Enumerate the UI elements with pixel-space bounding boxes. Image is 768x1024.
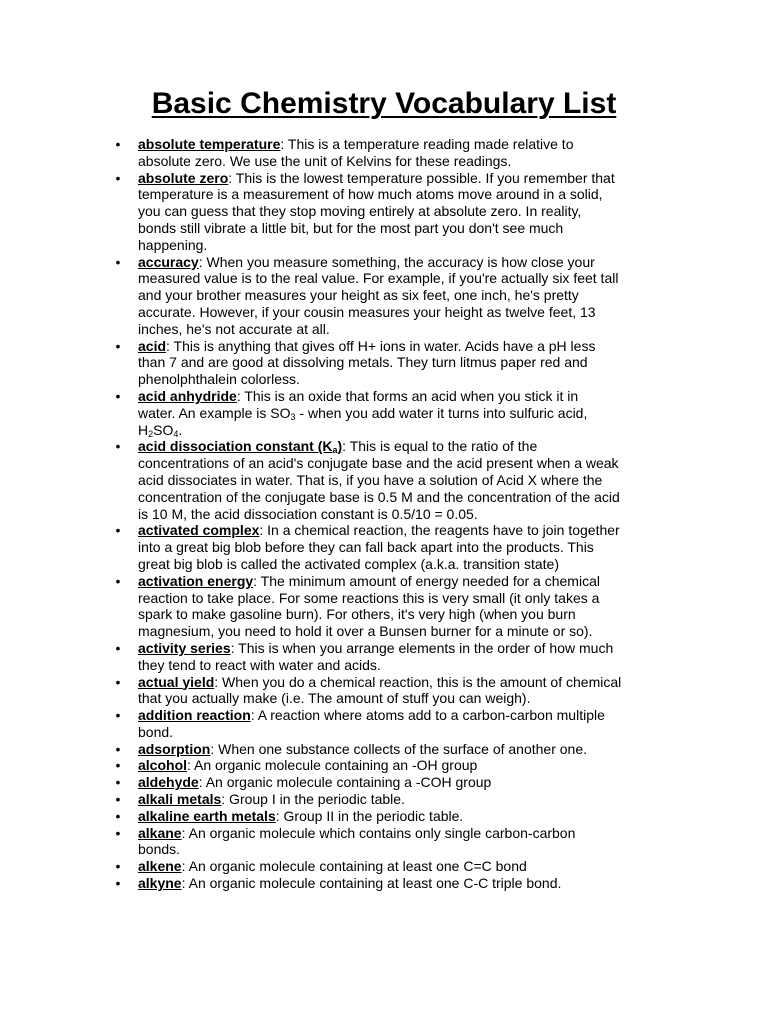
- term: alkyne: [138, 875, 182, 892]
- definition-text: great big blob is called the activated complex (a.k.a. transition state): [138, 555, 559, 572]
- definition-text: : This is equal to the ratio of the: [342, 438, 538, 455]
- bullet-icon: •: [115, 337, 121, 354]
- term: acid: [138, 337, 167, 354]
- bullet-icon: •: [115, 522, 121, 539]
- term: alkene: [138, 858, 182, 875]
- bullet-icon: •: [115, 740, 121, 757]
- definition-text: : When one substance collects of the surface of another one.: [210, 740, 588, 757]
- bullet-icon: •: [115, 136, 121, 152]
- definition-text: : An organic molecule containing an -OH group: [187, 757, 478, 774]
- definition-text: : Group II in the periodic table.: [275, 807, 464, 824]
- definition-text: measured value is to the real value. For example, if you're actually six feet tall: [138, 270, 619, 287]
- list-item-alkaline-earth-metals: [0, 808, 768, 825]
- definition-text: you can guess that they stop moving entirely at absolute zero. In reality,: [138, 203, 582, 220]
- definition-text: reaction to take place. For some reactions this is very small (it only takes a: [138, 589, 600, 606]
- bullet-icon: •: [115, 639, 121, 656]
- bullet-icon: •: [115, 791, 121, 808]
- term: alkali metals: [138, 791, 222, 808]
- definition-text: : An organic molecule containing at least one C=C bond: [181, 858, 527, 875]
- definition-text: is 10 M, the acid dissociation constant is 0.5/10 = 0.05.: [138, 505, 478, 522]
- definition-text: absolute zero. We use the unit of Kelvins for these readings.: [138, 152, 512, 169]
- term: activated complex: [138, 522, 260, 539]
- bullet-icon: •: [115, 807, 121, 824]
- definition-text: : An organic molecule which contains only single carbon-carbon: [181, 824, 576, 841]
- list-item-activity-series: [0, 640, 768, 674]
- definition-text: concentration of the conjugate base is 0.5 M and the concentration of the acid: [138, 488, 620, 505]
- definition-text: : An organic molecule containing at least one C-C triple bond.: [181, 875, 562, 892]
- definition-text: : Group I in the periodic table.: [221, 791, 405, 808]
- term: alkane: [138, 824, 182, 841]
- list-item-alcohol: [0, 757, 768, 774]
- list-item-alkali-metals: [0, 791, 768, 808]
- definition-text: : A reaction where atoms add to a carbon-carbon multiple: [250, 707, 605, 724]
- definition-text: than 7 and are good at dissolving metals. They turn litmus paper red and: [138, 354, 588, 371]
- list-item-accuracy: [0, 254, 768, 338]
- bullet-icon: •: [115, 438, 121, 455]
- list-item-alkyne: [0, 875, 768, 892]
- bullet-icon: •: [115, 169, 121, 186]
- subscript: 2: [148, 428, 154, 439]
- term: adsorption: [138, 740, 211, 757]
- definition-text: bonds still vibrate a little bit, but for the most part you don't see much: [138, 219, 564, 236]
- formula-text: H: [138, 421, 149, 438]
- definition-text: bonds.: [138, 841, 181, 858]
- definition-text: into a great big blob before they can fall back apart into the products. This: [138, 539, 594, 556]
- list-item-alkane: [0, 825, 768, 859]
- term-text: ): [337, 438, 343, 455]
- definition-text: they tend to react with water and acids.: [138, 656, 381, 673]
- definition-text: : In a chemical reaction, the reagents have to join together: [259, 522, 620, 539]
- term: addition reaction: [138, 707, 251, 724]
- definition-text: and your brother measures your height as six feet, one inch, he's pretty: [138, 287, 579, 304]
- definition-text: : This is an oxide that forms an acid when you stick it in: [236, 387, 579, 404]
- formula-text: SO: [153, 421, 174, 438]
- term: absolute zero: [138, 169, 229, 186]
- definition-text: acid dissociates in water. That is, if you have a solution of Acid X where the: [138, 471, 603, 488]
- definition-text: concentrations of an acid's conjugate base and the acid present when a weak: [138, 455, 619, 472]
- bullet-icon: •: [115, 774, 121, 791]
- definition-text: : When you measure something, the accuracy is how close your: [198, 253, 595, 270]
- bullet-icon: •: [115, 572, 121, 589]
- definition-text: : This is the lowest temperature possible. If you remember that: [228, 169, 615, 186]
- list-item-activation-energy: [0, 573, 768, 640]
- list-item-alkene: [0, 858, 768, 875]
- definition-text: - when you add water it turns into sulfuric acid,: [295, 404, 588, 421]
- term: alkaline earth metals: [138, 807, 276, 824]
- term: activity series: [138, 639, 231, 656]
- definition-text: magnesium, you need to hold it over a Bunsen burner for a minute or so).: [138, 623, 593, 640]
- vocabulary-list: [0, 136, 768, 892]
- definition-text: : An organic molecule containing a -COH group: [198, 774, 492, 791]
- list-item-addition-reaction: [0, 707, 768, 741]
- subscript: 4: [173, 428, 179, 439]
- definition-text: temperature is a measurement of how much atoms move around in a solid,: [138, 186, 603, 203]
- definition-text: inches, he's not accurate at all.: [138, 320, 330, 337]
- bullet-icon: •: [115, 757, 121, 774]
- list-item-absolute-zero: [0, 170, 768, 254]
- definition-text: phenolphthalein colorless.: [138, 371, 300, 388]
- definition-text: : This is when you arrange elements in the order of how much: [230, 639, 614, 656]
- bullet-icon: •: [115, 824, 121, 841]
- term-text: acid dissociation constant (K: [138, 438, 333, 455]
- definition-text: : This is a temperature reading made relative to: [280, 136, 574, 152]
- definition-text: : This is anything that gives off H+ ions in water. Acids have a pH less: [166, 337, 596, 354]
- page-title: Basic Chemistry Vocabulary List: [151, 87, 617, 120]
- subscript: 3: [290, 411, 296, 422]
- list-item-adsorption: [0, 741, 768, 758]
- list-item-acid-dissociation-constant: [0, 438, 768, 522]
- list-item-activated-complex: [0, 522, 768, 572]
- term: accuracy: [138, 253, 199, 270]
- definition-text: happening.: [138, 236, 208, 253]
- bullet-icon: •: [115, 673, 121, 690]
- definition-text: water. An example is SO: [138, 404, 291, 421]
- definition-text: : When you do a chemical reaction, this is the amount of chemical: [214, 673, 622, 690]
- list-item-aldehyde: [0, 774, 768, 791]
- bullet-icon: •: [115, 387, 121, 404]
- term: alcohol: [138, 757, 188, 774]
- definition-text: spark to make gasoline burn). For others, it's very high (when you burn: [138, 606, 576, 623]
- bullet-icon: •: [115, 858, 121, 875]
- definition-text: bond.: [138, 723, 174, 740]
- subscript: a: [332, 445, 338, 456]
- term: absolute temperature: [138, 136, 281, 152]
- list-item-actual-yield: [0, 674, 768, 708]
- definition-text: : The minimum amount of energy needed for a chemical: [253, 572, 600, 589]
- definition-text: accurate. However, if your cousin measures your height as twelve feet, 13: [138, 303, 596, 320]
- list-item-absolute-temperature: [0, 136, 768, 170]
- bullet-icon: •: [115, 253, 121, 270]
- term: actual yield: [138, 673, 215, 690]
- list-item-acid-anhydride: [0, 388, 768, 438]
- bullet-icon: •: [115, 875, 121, 892]
- definition-text: that you actually make (i.e. The amount of stuff you can weigh).: [138, 690, 531, 707]
- list-item-acid: [0, 338, 768, 388]
- bullet-icon: •: [115, 707, 121, 724]
- term: [138, 438, 342, 454]
- term: acid anhydride: [138, 387, 237, 404]
- term: activation energy: [138, 572, 254, 589]
- formula-text: .: [178, 421, 183, 438]
- term: aldehyde: [138, 774, 199, 791]
